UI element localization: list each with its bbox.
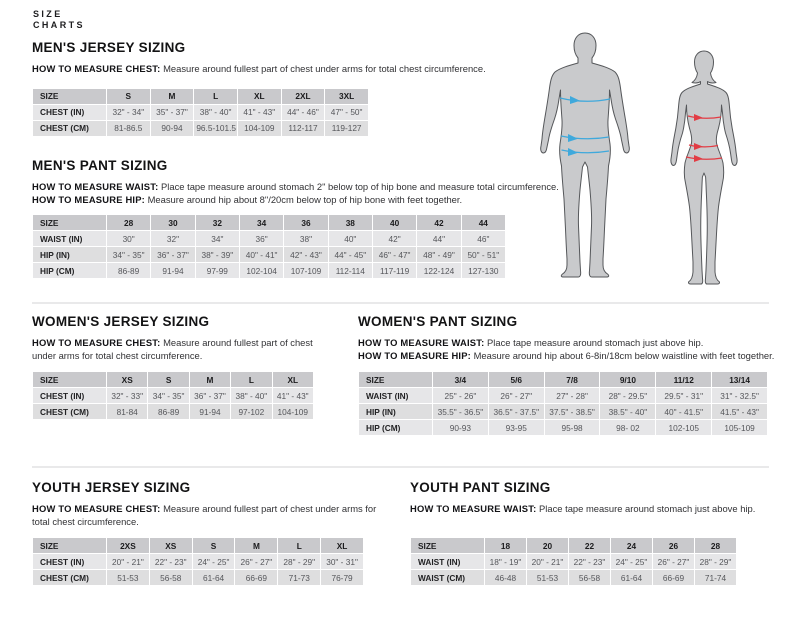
- female-silhouette-icon: [668, 50, 740, 287]
- cell-value: 38.5" - 40": [600, 404, 656, 420]
- row-label: CHEST (IN): [33, 554, 107, 570]
- size-header-cell: S: [107, 88, 151, 104]
- cell-value: 40": [328, 231, 372, 247]
- cell-value: 119-127: [325, 120, 369, 136]
- size-header-cell: 44: [461, 215, 505, 231]
- table-row: [359, 388, 768, 404]
- table-row: [33, 247, 506, 263]
- womens-jersey-table: [32, 371, 314, 420]
- mens-jersey-table: [32, 88, 369, 137]
- size-header-cell: S: [148, 372, 189, 388]
- cell-value: 29.5" - 31": [656, 388, 712, 404]
- size-column-label: SIZE: [33, 372, 107, 388]
- cell-value: 95-98: [544, 420, 600, 436]
- row-label: HIP (CM): [359, 420, 433, 436]
- size-header-cell: 28: [107, 215, 151, 231]
- size-table: [32, 537, 364, 586]
- size-header-cell: 18: [485, 538, 527, 554]
- table-row: [33, 554, 364, 570]
- howto-body: Measure around fullest part of chest under arms for total chest circumference.: [163, 63, 486, 74]
- womens-pant-title: WOMEN'S PANT SIZING: [358, 314, 518, 329]
- table-row: [359, 420, 768, 436]
- howto-line: [410, 503, 770, 516]
- size-header-cell: 32: [195, 215, 239, 231]
- cell-value: 20" - 21": [527, 554, 569, 570]
- row-label: CHEST (CM): [33, 120, 107, 136]
- cell-value: 81-84: [107, 404, 148, 420]
- logo-line1: SIZE: [33, 9, 63, 19]
- youth-jersey-howto: [32, 503, 380, 529]
- howto-label: HOW TO MEASURE CHEST:: [32, 63, 161, 74]
- row-label: CHEST (CM): [33, 404, 107, 420]
- table-row: [359, 404, 768, 420]
- cell-value: 97-102: [231, 404, 272, 420]
- cell-value: 66-69: [653, 570, 695, 586]
- table-row: [33, 404, 314, 420]
- row-label: HIP (IN): [33, 247, 107, 263]
- cell-value: 18" - 19": [485, 554, 527, 570]
- cell-value: 24" - 25": [192, 554, 235, 570]
- cell-value: 36" - 37": [151, 247, 195, 263]
- table-row: [33, 120, 369, 136]
- cell-value: 102-104: [239, 263, 283, 279]
- row-label: CHEST (CM): [33, 570, 107, 586]
- size-header-cell: L: [278, 538, 321, 554]
- cell-value: 42" - 43": [284, 247, 328, 263]
- size-column-label: SIZE: [359, 372, 433, 388]
- size-table: [358, 371, 768, 436]
- cell-value: 61-64: [192, 570, 235, 586]
- size-header-cell: 2XS: [107, 538, 150, 554]
- row-label: HIP (IN): [359, 404, 433, 420]
- size-table: [32, 214, 506, 279]
- cell-value: 28" - 29": [695, 554, 737, 570]
- cell-value: 31" - 32.5": [712, 388, 768, 404]
- howto-label: HOW TO MEASURE WAIST:: [32, 181, 159, 192]
- cell-value: 48" - 49": [417, 247, 461, 263]
- row-label: CHEST (IN): [33, 388, 107, 404]
- cell-value: 28" - 29.5": [600, 388, 656, 404]
- mens-jersey-title: MEN'S JERSEY SIZING: [32, 40, 186, 55]
- cell-value: 38" - 40": [231, 388, 272, 404]
- table-header-row: [33, 88, 369, 104]
- cell-value: 66-69: [235, 570, 278, 586]
- howto-label: HOW TO MEASURE HIP:: [32, 193, 146, 205]
- cell-value: 34" - 35": [107, 247, 151, 263]
- youth-pant-table: [410, 537, 737, 586]
- cell-value: 81-86.5: [107, 120, 151, 136]
- size-header-cell: M: [150, 88, 194, 104]
- cell-value: 112-114: [328, 263, 372, 279]
- womens-pant-howto: [358, 337, 776, 363]
- cell-value: 30" - 31": [321, 554, 364, 570]
- cell-value: 46" - 47": [372, 247, 416, 263]
- row-label: WAIST (IN): [359, 388, 433, 404]
- cell-value: 91-94: [151, 263, 195, 279]
- cell-value: 104-109: [237, 120, 281, 136]
- cell-value: 91-94: [189, 404, 230, 420]
- size-header-cell: XS: [107, 372, 148, 388]
- size-table: [32, 371, 314, 420]
- size-header-cell: L: [194, 88, 238, 104]
- cell-value: 44": [417, 231, 461, 247]
- cell-value: 117-119: [372, 263, 416, 279]
- howto-body: Measure around hip about 8"/20cm below top of hip bone with feet together.: [147, 193, 463, 205]
- table-row: [411, 570, 737, 586]
- size-header-cell: 22: [569, 538, 611, 554]
- cell-value: 41" - 43": [237, 104, 281, 120]
- cell-value: 32" - 33": [107, 388, 148, 404]
- howto-label: HOW TO MEASURE WAIST:: [410, 503, 537, 514]
- table-header-row: [33, 215, 506, 231]
- cell-value: 51-53: [527, 570, 569, 586]
- size-table: [410, 537, 737, 586]
- cell-value: 34": [195, 231, 239, 247]
- mens-jersey-howto: [32, 63, 592, 76]
- cell-value: 46-48: [485, 570, 527, 586]
- size-header-cell: 38: [328, 215, 372, 231]
- cell-value: 93-95: [488, 420, 544, 436]
- cell-value: 50" - 51": [461, 247, 505, 263]
- howto-label: HOW TO MEASURE HIP:: [358, 349, 472, 361]
- cell-value: 36": [239, 231, 283, 247]
- section-mens-jersey: [32, 40, 592, 137]
- table-row: [33, 104, 369, 120]
- section-divider: [32, 466, 769, 468]
- cell-value: 90-94: [150, 120, 194, 136]
- cell-value: 42": [372, 231, 416, 247]
- cell-value: 22" - 23": [569, 554, 611, 570]
- howto-line: [358, 350, 776, 363]
- size-header-cell: 9/10: [600, 372, 656, 388]
- howto-body: Measure around fullest part of chest under arms for total chest circumference.: [32, 337, 313, 361]
- section-mens-pant: [32, 158, 592, 279]
- cell-value: 71-73: [278, 570, 321, 586]
- size-header-cell: L: [231, 372, 272, 388]
- table-row: [33, 231, 506, 247]
- size-header-cell: XL: [321, 538, 364, 554]
- howto-line: [32, 194, 592, 207]
- size-charts-logo: [33, 9, 85, 31]
- table-row: [33, 263, 506, 279]
- cell-value: 102-105: [656, 420, 712, 436]
- cell-value: 24" - 25": [611, 554, 653, 570]
- cell-value: 38" - 39": [195, 247, 239, 263]
- table-header-row: [33, 538, 364, 554]
- size-header-cell: 26: [653, 538, 695, 554]
- cell-value: 20" - 21": [107, 554, 150, 570]
- cell-value: 76-79: [321, 570, 364, 586]
- size-header-cell: 11/12: [656, 372, 712, 388]
- mens-pant-title: MEN'S PANT SIZING: [32, 158, 168, 173]
- size-header-cell: 28: [695, 538, 737, 554]
- size-header-cell: 34: [239, 215, 283, 231]
- cell-value: 96.5-101.5: [194, 120, 238, 136]
- cell-value: 61-64: [611, 570, 653, 586]
- male-body-shape: [541, 33, 630, 277]
- size-header-cell: XL: [272, 372, 313, 388]
- table-header-row: [411, 538, 737, 554]
- howto-line: [358, 337, 776, 350]
- cell-value: 40" - 41": [239, 247, 283, 263]
- size-header-cell: 2XL: [281, 88, 325, 104]
- cell-value: 71-74: [695, 570, 737, 586]
- size-header-cell: 42: [417, 215, 461, 231]
- table-row: [33, 570, 364, 586]
- size-header-cell: 30: [151, 215, 195, 231]
- youth-jersey-table: [32, 537, 364, 586]
- howto-body: Measure around hip about 6-8in/18cm below waistline with feet together.: [473, 349, 775, 361]
- cell-value: 98- 02: [600, 420, 656, 436]
- cell-value: 22" - 23": [149, 554, 192, 570]
- cell-value: 56-58: [569, 570, 611, 586]
- measurement-figures: [536, 30, 776, 290]
- male-silhouette-icon: [538, 32, 632, 283]
- row-label: CHEST (IN): [33, 104, 107, 120]
- section-divider: [32, 302, 769, 304]
- cell-value: 127-130: [461, 263, 505, 279]
- cell-value: 105-109: [712, 420, 768, 436]
- cell-value: 44" - 46": [281, 104, 325, 120]
- cell-value: 34" - 35": [148, 388, 189, 404]
- cell-value: 90-93: [433, 420, 489, 436]
- cell-value: 56-58: [149, 570, 192, 586]
- female-body-shape: [671, 51, 737, 284]
- cell-value: 35.5" - 36.5": [433, 404, 489, 420]
- table-row: [411, 554, 737, 570]
- size-header-cell: 5/6: [488, 372, 544, 388]
- cell-value: 35" - 37": [150, 104, 194, 120]
- size-column-label: SIZE: [33, 215, 107, 231]
- howto-line: [32, 503, 380, 528]
- mens-pant-table: [32, 214, 506, 279]
- size-header-cell: 40: [372, 215, 416, 231]
- logo-line2: CHARTS: [33, 20, 85, 30]
- cell-value: 47" - 50": [325, 104, 369, 120]
- row-label: WAIST (IN): [33, 231, 107, 247]
- cell-value: 28" - 29": [278, 554, 321, 570]
- cell-value: 107-109: [284, 263, 328, 279]
- size-column-label: SIZE: [411, 538, 485, 554]
- howto-label: HOW TO MEASURE CHEST:: [32, 503, 161, 514]
- size-header-cell: S: [192, 538, 235, 554]
- size-header-cell: 24: [611, 538, 653, 554]
- size-header-cell: 7/8: [544, 372, 600, 388]
- cell-value: 40" - 41.5": [656, 404, 712, 420]
- cell-value: 46": [461, 231, 505, 247]
- section-womens-jersey: [32, 314, 334, 420]
- table-header-row: [33, 372, 314, 388]
- cell-value: 36.5" - 37.5": [488, 404, 544, 420]
- section-youth-jersey: [32, 480, 380, 586]
- size-column-label: SIZE: [33, 538, 107, 554]
- youth-pant-howto: [410, 503, 770, 529]
- row-label: HIP (CM): [33, 263, 107, 279]
- cell-value: 86-89: [107, 263, 151, 279]
- howto-label: HOW TO MEASURE WAIST:: [358, 337, 485, 348]
- section-youth-pant: [410, 480, 770, 586]
- cell-value: 97-99: [195, 263, 239, 279]
- size-header-cell: XL: [237, 88, 281, 104]
- howto-body: Measure around fullest part of chest under arms for total chest circumference.: [32, 503, 377, 527]
- cell-value: 27" - 28": [544, 388, 600, 404]
- cell-value: 112-117: [281, 120, 325, 136]
- table-header-row: [359, 372, 768, 388]
- size-header-cell: 36: [284, 215, 328, 231]
- size-table: [32, 88, 369, 137]
- howto-line: [32, 63, 592, 76]
- howto-line: [32, 181, 592, 194]
- cell-value: 51-53: [107, 570, 150, 586]
- size-header-cell: 3XL: [325, 88, 369, 104]
- cell-value: 26" - 27": [488, 388, 544, 404]
- womens-jersey-title: WOMEN'S JERSEY SIZING: [32, 314, 210, 329]
- cell-value: 26" - 27": [235, 554, 278, 570]
- row-label: WAIST (CM): [411, 570, 485, 586]
- youth-jersey-title: YOUTH JERSEY SIZING: [32, 480, 191, 495]
- size-header-cell: M: [235, 538, 278, 554]
- cell-value: 30": [107, 231, 151, 247]
- row-label: WAIST (IN): [411, 554, 485, 570]
- howto-body: Place tape measure around stomach 2" below top of hip bone and measure total circumference.: [161, 181, 559, 192]
- size-header-cell: 3/4: [433, 372, 489, 388]
- womens-pant-table: [358, 371, 768, 436]
- cell-value: 32" - 34": [107, 104, 151, 120]
- cell-value: 44" - 45": [328, 247, 372, 263]
- section-womens-pant: [358, 314, 776, 436]
- howto-line: [32, 337, 334, 362]
- cell-value: 37.5" - 38.5": [544, 404, 600, 420]
- howto-body: Place tape measure around stomach just above hip.: [539, 503, 756, 514]
- size-column-label: SIZE: [33, 88, 107, 104]
- cell-value: 122-124: [417, 263, 461, 279]
- size-header-cell: M: [189, 372, 230, 388]
- cell-value: 86-89: [148, 404, 189, 420]
- howto-body: Place tape measure around stomach just above hip.: [487, 337, 704, 348]
- size-header-cell: 20: [527, 538, 569, 554]
- cell-value: 104-109: [272, 404, 313, 420]
- table-row: [33, 388, 314, 404]
- cell-value: 38" - 40": [194, 104, 238, 120]
- cell-value: 32": [151, 231, 195, 247]
- cell-value: 36" - 37": [189, 388, 230, 404]
- howto-label: HOW TO MEASURE CHEST:: [32, 337, 161, 348]
- cell-value: 41" - 43": [272, 388, 313, 404]
- cell-value: 38": [284, 231, 328, 247]
- womens-jersey-howto: [32, 337, 334, 363]
- cell-value: 26" - 27": [653, 554, 695, 570]
- size-header-cell: 13/14: [712, 372, 768, 388]
- youth-pant-title: YOUTH PANT SIZING: [410, 480, 551, 495]
- cell-value: 25" - 26": [433, 388, 489, 404]
- size-header-cell: XS: [149, 538, 192, 554]
- mens-pant-howto: [32, 181, 592, 207]
- cell-value: 41.5" - 43": [712, 404, 768, 420]
